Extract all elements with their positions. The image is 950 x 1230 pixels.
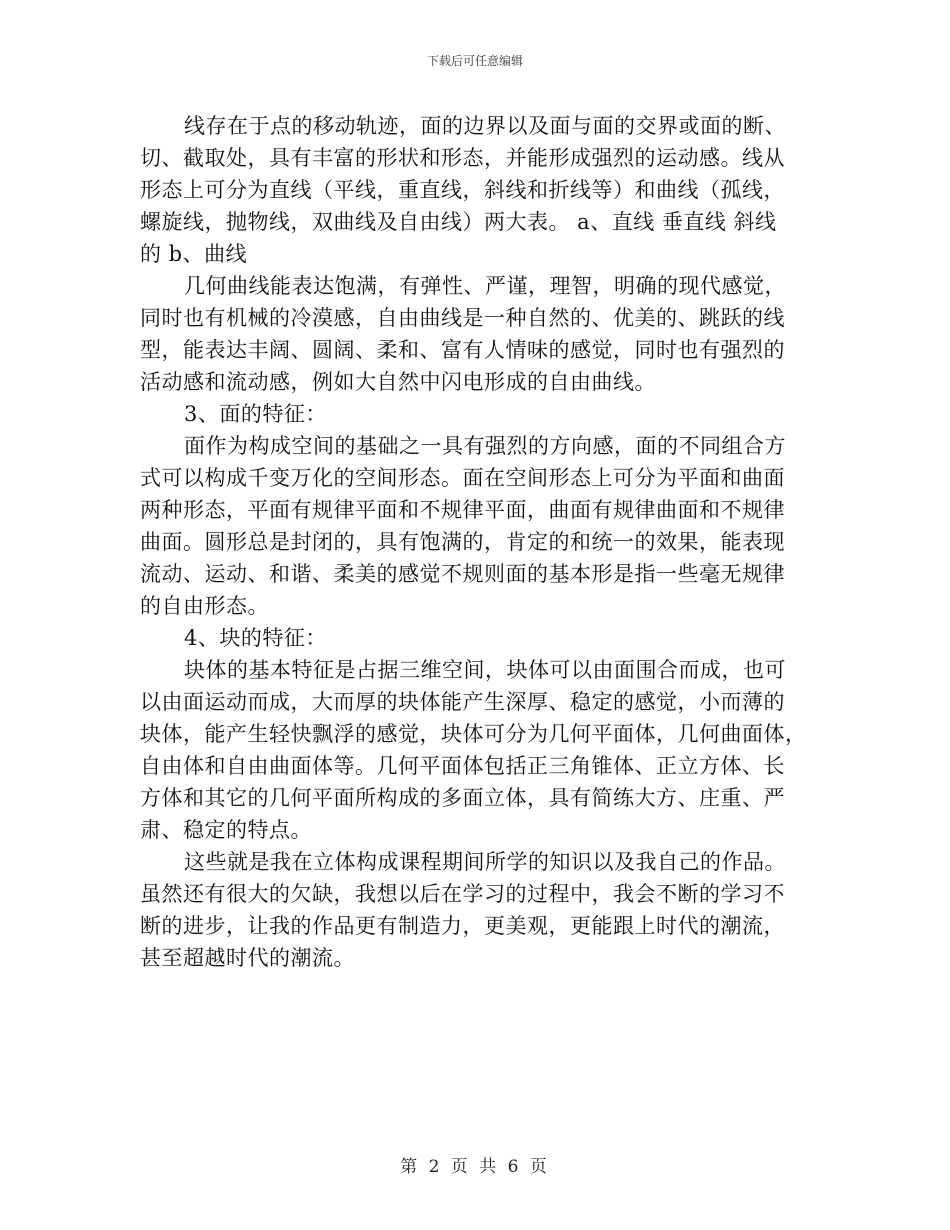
paragraph-line: 的自由形态。 <box>140 594 269 618</box>
paragraph-line: 型，能表达丰阔、圆阔、柔和、富有人情味的感觉，同时也有强烈的 <box>140 338 785 362</box>
paragraph-line: 的 b、曲线 <box>140 242 248 266</box>
paragraph-line: 这些就是我在立体构成课程期间所学的知识以及我自己的作品。 <box>184 850 786 874</box>
paragraph-line: 自由体和自由曲面体等。几何平面体包括正三角锥体、正立方体、长 <box>140 754 785 778</box>
paragraph-line: 线存在于点的移动轨迹，面的边界以及面与面的交界或面的断、 <box>184 114 786 138</box>
paragraph-line: 以由面运动而成，大而厚的块体能产生深厚、稳定的感觉，小而薄的 <box>140 690 785 714</box>
page-number-footer: 第 2 页 共 6 页 <box>400 1157 550 1177</box>
document-body <box>140 110 820 974</box>
paragraph-line: 断的进步，让我的作品更有制造力，更美观，更能跟上时代的潮流， <box>140 914 785 938</box>
paragraph-line: 几何曲线能表达饱满，有弹性、严谨，理智，明确的现代感觉， <box>184 274 786 298</box>
page-header: 下载后可任意编辑 <box>426 54 523 68</box>
paragraph-line: 块体，能产生轻快飘浮的感觉，块体可分为几何平面体，几何曲面体， <box>140 722 807 746</box>
paragraph-line: 活动感和流动感，例如大自然中闪电形成的自由曲线。 <box>140 370 656 394</box>
paragraph-line: 面作为构成空间的基础之一具有强烈的方向感，面的不同组合方 <box>184 434 786 458</box>
paragraph-line: 式可以构成千变万化的空间形态。面在空间形态上可分为平面和曲面 <box>140 466 785 490</box>
paragraph-line: 块体的基本特征是占据三维空间，块体可以由面围合而成，也可 <box>184 658 786 682</box>
paragraph-line: 形态上可分为直线（平线，重直线，斜线和折线等）和曲线（孤线， <box>140 178 785 202</box>
paragraph-line: 流动、运动、和谐、柔美的感觉不规则面的基本形是指一些毫无规律 <box>140 562 785 586</box>
paragraph-line: 同时也有机械的冷漠感，自由曲线是一种自然的、优美的、跳跃的线 <box>140 306 785 330</box>
section-heading: 4、块的特征： <box>184 626 327 650</box>
paragraph-line: 两种形态，平面有规律平面和不规律平面，曲面有规律曲面和不规律 <box>140 498 785 522</box>
paragraph-line: 切、截取处，具有丰富的形状和形态，并能形成强烈的运动感。线从 <box>140 146 785 170</box>
paragraph-line: 虽然还有很大的欠缺，我想以后在学习的过程中，我会不断的学习不 <box>140 882 785 906</box>
paragraph-line: 肃、稳定的特点。 <box>140 818 312 842</box>
paragraph-line: 方体和其它的几何平面所构成的多面立体，具有简练大方、庄重、严 <box>140 786 785 810</box>
paragraph-line: 曲面。圆形总是封闭的，具有饱满的，肯定的和统一的效果，能表现 <box>140 530 785 554</box>
section-heading: 3、面的特征： <box>184 402 327 426</box>
paragraph-line: 甚至超越时代的潮流。 <box>140 946 355 970</box>
paragraph-line: 螺旋线，抛物线，双曲线及自由线）两大表。 a、直线 垂直线 斜线 <box>140 210 777 234</box>
